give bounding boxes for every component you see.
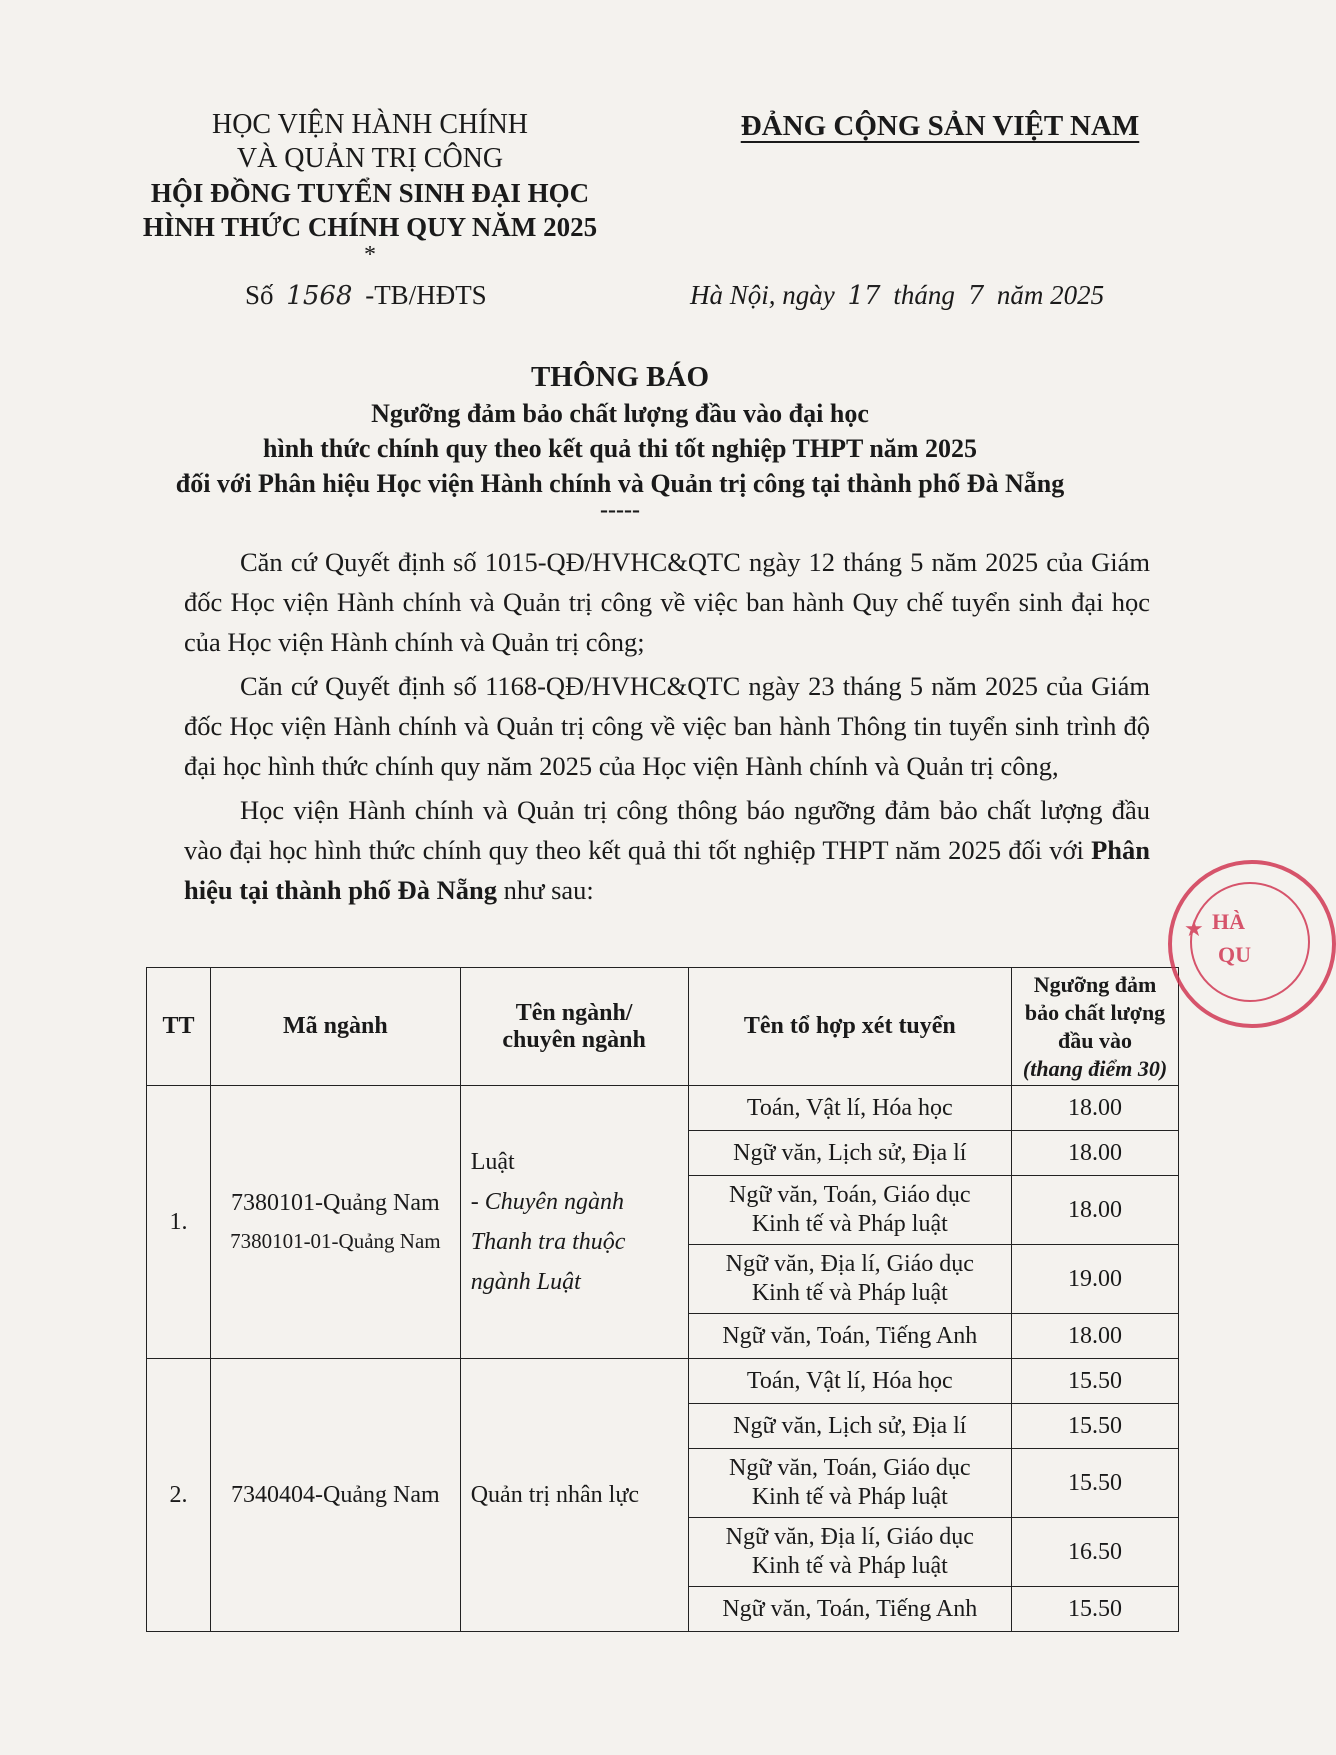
- org-line-1: HỌC VIỆN HÀNH CHÍNH: [211, 109, 529, 140]
- row-major: [460, 1086, 688, 1359]
- combo-cell: Ngữ văn, Toán, Tiếng Anh: [688, 1587, 1012, 1632]
- date-line: [690, 280, 1104, 311]
- combo-l1: Ngữ văn, Địa lí, Giáo dục: [725, 1524, 974, 1550]
- combo-l1: Ngữ văn, Toán, Giáo dục: [729, 1182, 971, 1208]
- score-cell: 15.50: [1012, 1449, 1179, 1518]
- date-year: năm 2025: [996, 280, 1105, 310]
- title-line-2: hình thức chính quy theo kết quả thi tốt nghiệp THPT năm 2025: [263, 434, 977, 463]
- code-2: 7380101-01-Quảng Nam: [230, 1229, 441, 1253]
- doc-prefix: Số: [245, 280, 274, 310]
- document-number: [245, 280, 487, 311]
- header-threshold: [1012, 968, 1179, 1086]
- header-major-l1: Tên ngành/: [515, 999, 633, 1026]
- row-tt: 1.: [147, 1086, 211, 1359]
- score-cell: 18.00: [1012, 1176, 1179, 1245]
- major-3: Thanh tra thuộc: [470, 1229, 626, 1255]
- combo-cell: [688, 1449, 1012, 1518]
- score-cell: 18.00: [1012, 1131, 1179, 1176]
- date-month: 7: [967, 281, 985, 311]
- header-thr-l2: bảo chất lượng: [1024, 999, 1166, 1025]
- header-thr-l3: đầu vào: [1058, 1027, 1133, 1053]
- combo-cell: Ngữ văn, Toán, Tiếng Anh: [688, 1314, 1012, 1359]
- row-major: Quản trị nhân lực: [460, 1359, 688, 1632]
- seal-star-icon: ★: [1184, 916, 1204, 941]
- header-major-l2: chuyên ngành: [502, 1026, 646, 1053]
- p3-end: như sau:: [496, 875, 594, 905]
- title-main: THÔNG BÁO: [530, 361, 710, 393]
- title-line-3: đối với Phân hiệu Học viện Hành chính và Quản trị công tại thành phố Đà Nẵng: [175, 469, 1065, 498]
- header-thr-l4: (thang điểm 30): [1022, 1055, 1168, 1081]
- issuer-block: [100, 108, 640, 266]
- p3-start: Học viện Hành chính và Quản trị công thông báo ngưỡng đảm bảo chất lượng đầu vào đại học hình thức chính quy theo kết quả thi tốt nghiệp THPT năm 2025 đối với: [184, 795, 1150, 865]
- body-paragraph-2: Căn cứ Quyết định số 1168-QĐ/HVHC&QTC ngày 23 tháng 5 năm 2025 của Giám đốc Học viện Hành chính và Quản trị công về việc ban hành Thông tin tuyển sinh trình độ đại học hình thức chính quy năm 2025 của Học viện Hành chính và Quản trị công,: [184, 671, 1150, 781]
- seal-text-2: QU: [1218, 942, 1251, 967]
- date-month-word: tháng: [893, 280, 955, 310]
- party-block: [730, 110, 1150, 143]
- council-line-2: HÌNH THỨC CHÍNH QUY NĂM 2025: [142, 212, 598, 242]
- combo-l2: Kinh tế và Pháp luật: [751, 1553, 948, 1579]
- score-cell: 15.50: [1012, 1404, 1179, 1449]
- major-1: Luật: [470, 1149, 515, 1175]
- title-line-1: Ngưỡng đảm bảo chất lượng đầu vào đại học: [371, 399, 869, 428]
- table-row: [147, 1086, 1179, 1131]
- score-cell: 16.50: [1012, 1518, 1179, 1587]
- combo-l1: Ngữ văn, Toán, Giáo dục: [729, 1455, 971, 1481]
- row-code: [210, 1086, 460, 1359]
- doc-number-handwritten: 1568: [286, 281, 353, 311]
- combo-cell: Ngữ văn, Lịch sử, Địa lí: [688, 1131, 1012, 1176]
- code-1: 7380101-Quảng Nam: [231, 1190, 440, 1216]
- notice-title: [120, 358, 1120, 523]
- row-code: 7340404-Quảng Nam: [210, 1359, 460, 1632]
- doc-suffix: -TB/HĐTS: [365, 280, 487, 310]
- party-name: ĐẢNG CỘNG SẢN VIỆT NAM: [740, 110, 1140, 142]
- score-cell: 18.00: [1012, 1314, 1179, 1359]
- header-tt: TT: [147, 968, 211, 1086]
- combo-l1: Ngữ văn, Địa lí, Giáo dục: [725, 1251, 974, 1277]
- council-line-1: HỘI ĐỒNG TUYỂN SINH ĐẠI HỌC: [150, 178, 590, 208]
- p3-bold: Phân hiệu tại thành phố Đà Nẵng: [184, 835, 1150, 905]
- title-separator: -----: [600, 497, 640, 523]
- score-cell: 19.00: [1012, 1245, 1179, 1314]
- header-thr-l1: Ngưỡng đảm: [1033, 971, 1157, 997]
- red-seal-stamp: [1168, 860, 1336, 1028]
- combo-cell: [688, 1176, 1012, 1245]
- combo-cell: Toán, Vật lí, Hóa học: [688, 1086, 1012, 1131]
- header-code: Mã ngành: [210, 968, 460, 1086]
- combo-cell: Toán, Vật lí, Hóa học: [688, 1359, 1012, 1404]
- body-paragraph-1: Căn cứ Quyết định số 1015-QĐ/HVHC&QTC ngày 12 tháng 5 năm 2025 của Giám đốc Học viện Hành chính và Quản trị công về việc ban hành Quy chế tuyển sinh đại học của Học viện Hành chính và Quản trị công;: [184, 547, 1150, 657]
- major-4: ngành Luật: [470, 1269, 581, 1295]
- threshold-table: [146, 967, 1179, 1632]
- major-2: - Chuyên ngành: [470, 1189, 625, 1215]
- combo-l2: Kinh tế và Pháp luật: [751, 1211, 948, 1237]
- combo-l2: Kinh tế và Pháp luật: [751, 1484, 948, 1510]
- date-prefix: Hà Nội, ngày: [690, 280, 835, 310]
- header-major: [460, 968, 688, 1086]
- combo-cell: Ngữ văn, Lịch sử, Địa lí: [688, 1404, 1012, 1449]
- row-tt: 2.: [147, 1359, 211, 1632]
- seal-text-1: HÀ: [1212, 909, 1245, 934]
- org-line-2: VÀ QUẢN TRỊ CÔNG: [236, 143, 504, 174]
- score-cell: 15.50: [1012, 1587, 1179, 1632]
- date-day: 17: [847, 281, 881, 311]
- table-header-row: [147, 968, 1179, 1086]
- body-paragraph-3: [184, 790, 1150, 910]
- notice-body: [184, 542, 1150, 910]
- combo-l2: Kinh tế và Pháp luật: [751, 1280, 948, 1306]
- header-star: *: [364, 242, 376, 268]
- table-row: [147, 1359, 1179, 1404]
- header-combo: Tên tổ hợp xét tuyển: [688, 968, 1012, 1086]
- combo-cell: [688, 1245, 1012, 1314]
- score-cell: 18.00: [1012, 1086, 1179, 1131]
- combo-cell: [688, 1518, 1012, 1587]
- score-cell: 15.50: [1012, 1359, 1179, 1404]
